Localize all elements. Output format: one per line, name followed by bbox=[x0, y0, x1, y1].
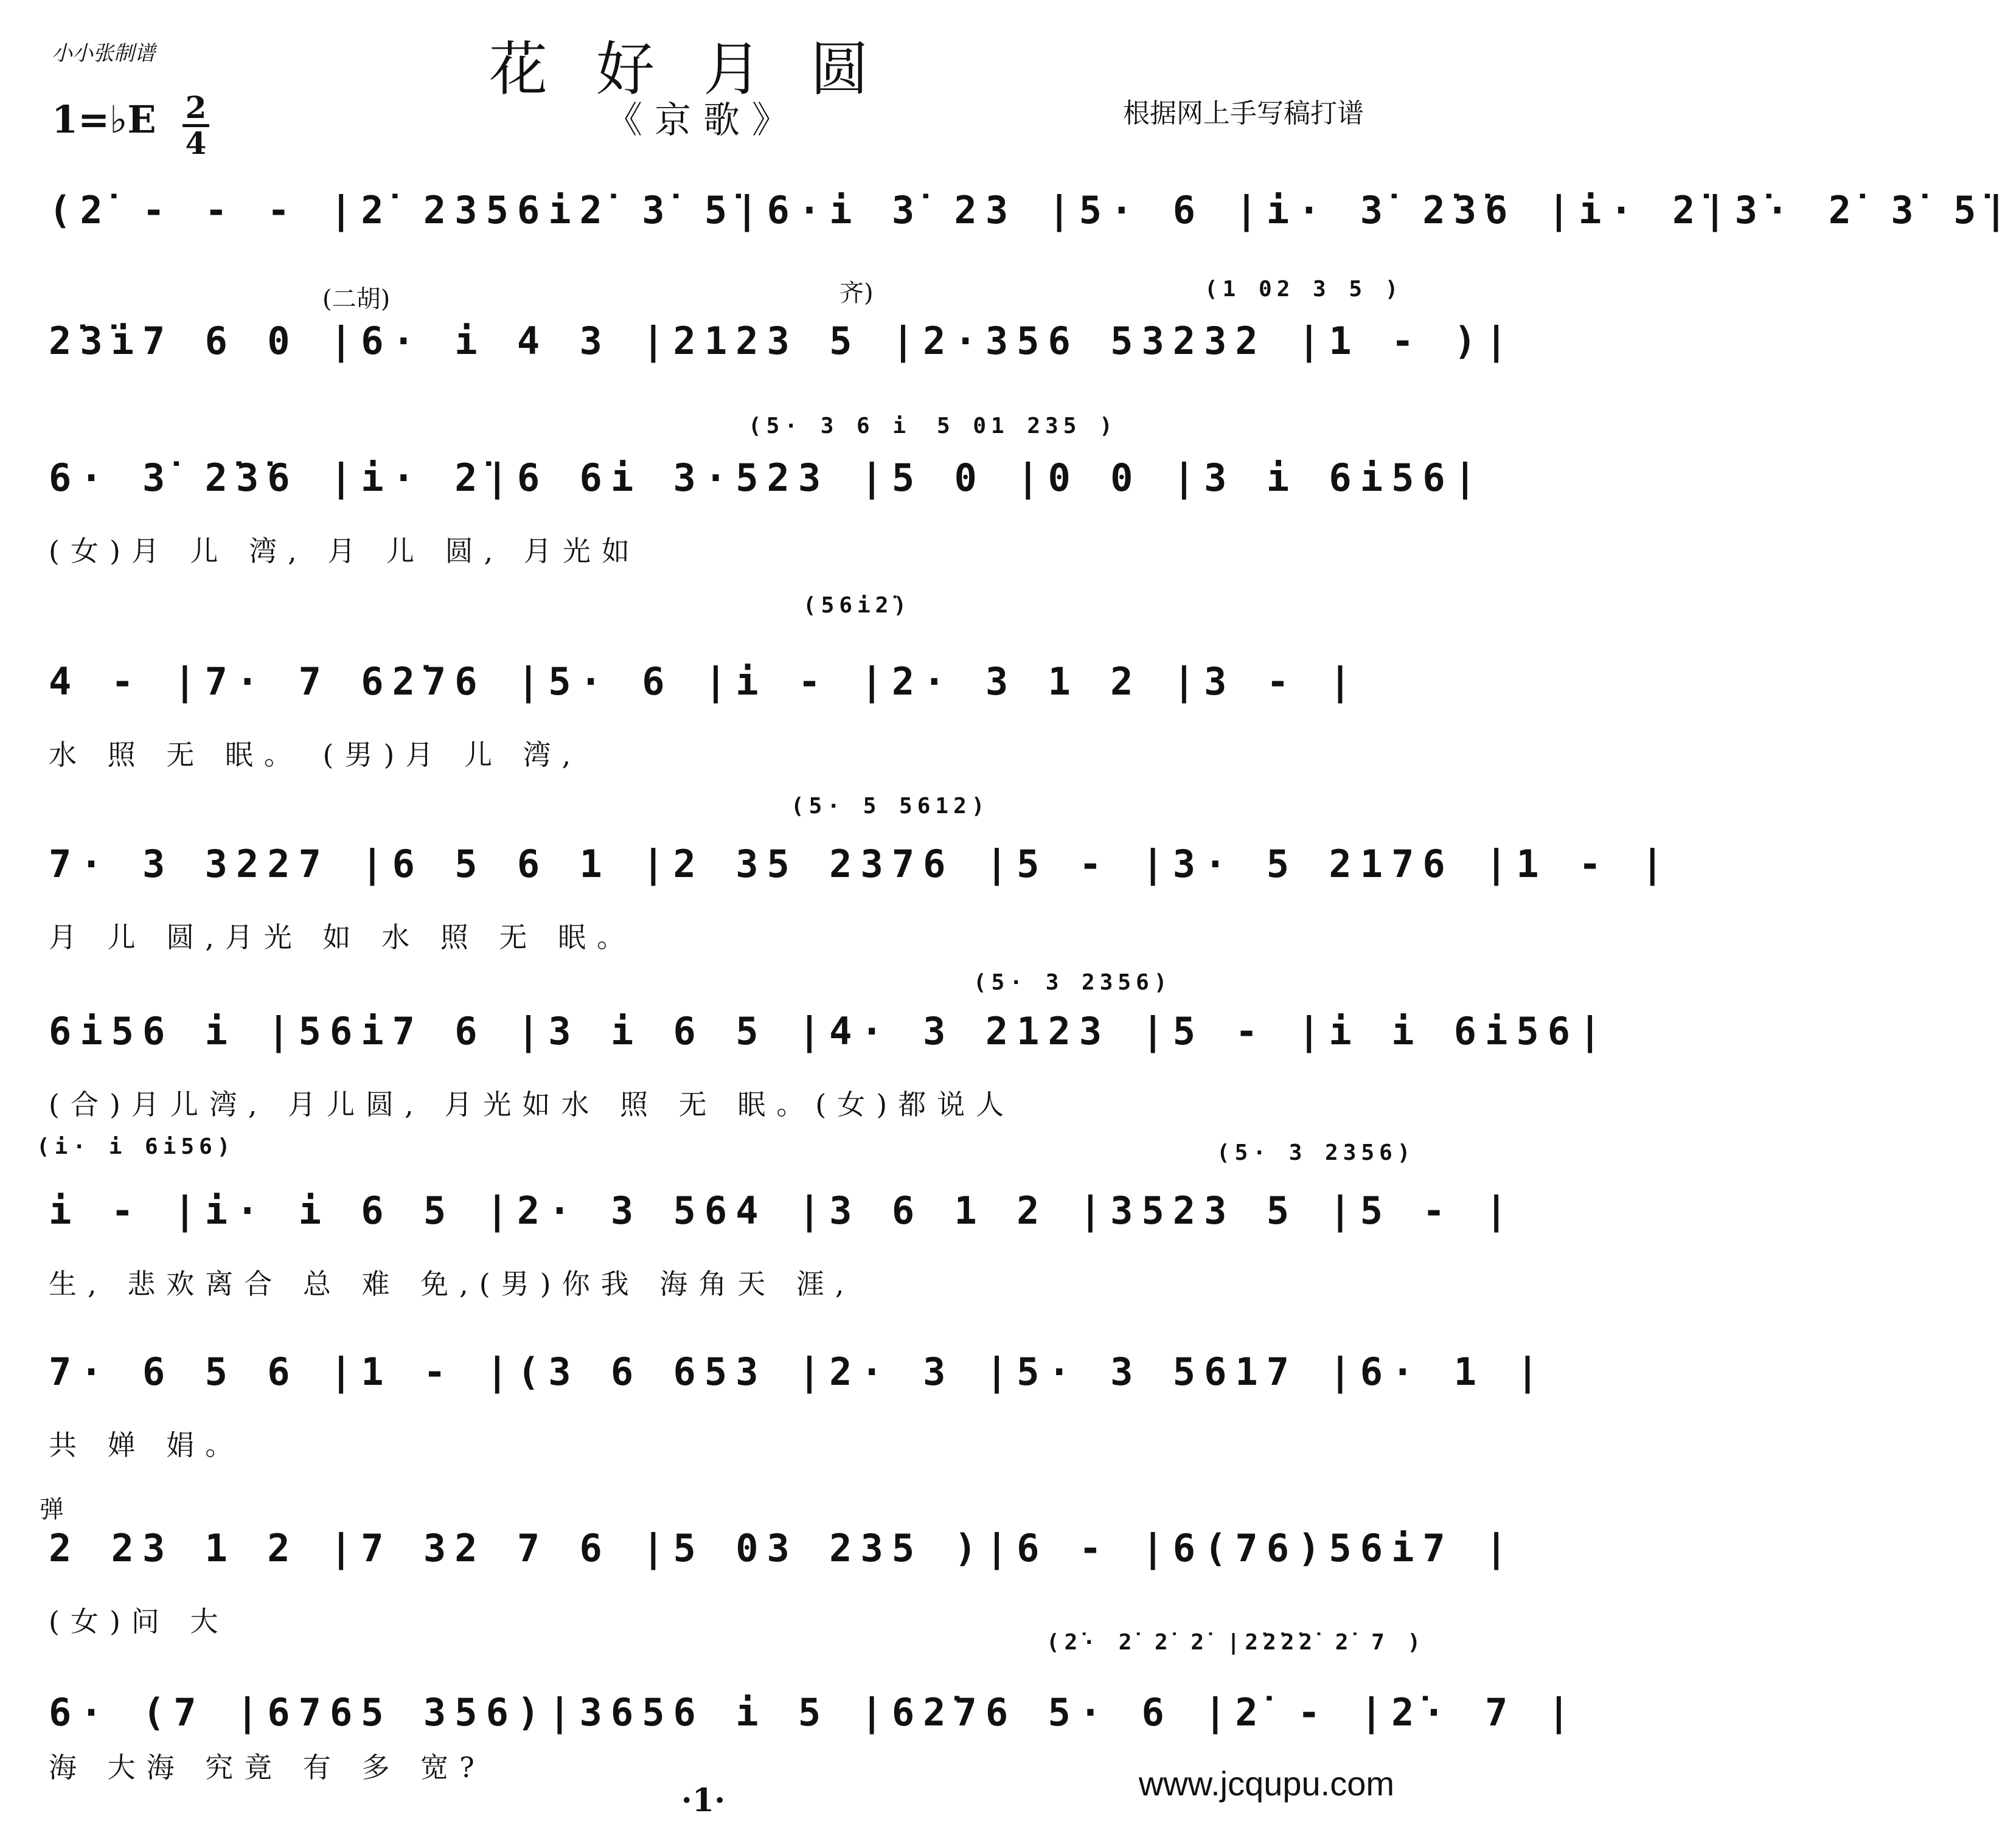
score-system-6 bbox=[49, 970, 1610, 1121]
site-watermark: www.jcqupu.com bbox=[1138, 1764, 1394, 1803]
lyrics-line: (合)月儿湾, 月儿圆, 月光如水 照 无 眠。(女)都说人 bbox=[49, 1088, 1015, 1121]
time-signature bbox=[182, 91, 209, 160]
lyrics-line: 生, 悲欢离合 总 难 免,(男)你我 海角天 涯, bbox=[49, 1267, 855, 1300]
instrument-marker: (二胡) bbox=[322, 285, 391, 313]
interlude-annotation: (2̇· 2̇ 2̇ 2̇ |2̇2̇2̇2̇ 2̇ 7 ) bbox=[1046, 1630, 1426, 1655]
lyrics-line: 月 儿 圆,月光 如 水 照 无 眠。 bbox=[49, 921, 636, 954]
song-subtitle: 《京歌》 bbox=[606, 99, 801, 142]
lyrics-line: 海 大海 究竟 有 多 宽? bbox=[49, 1751, 485, 1784]
lyrics-line: (女)月 儿 湾, 月 儿 圆, 月光如 bbox=[49, 535, 641, 567]
page-number: ·1· bbox=[681, 1782, 726, 1819]
interlude-annotation: (i· i 6i56) bbox=[36, 1134, 235, 1159]
notation-line: i - |i· i 6 5 |2· 3 564 |3 6 1 2 |3523 5 |5 - | bbox=[49, 1188, 1517, 1233]
interlude-annotation: (56i2̇) bbox=[803, 593, 912, 618]
notation-line: 7· 6 5 6 |1 - |(3 6 653 |2· 3 |5· 3 5617 |6· 1 | bbox=[49, 1349, 1548, 1394]
lyrics-line: 水 照 无 眠。 (男)月 儿 湾, bbox=[49, 738, 582, 771]
score-system-7 bbox=[36, 1134, 1517, 1300]
lyrics-line: (女)问 大 bbox=[49, 1605, 229, 1638]
score-system-9 bbox=[40, 1496, 1517, 1638]
maker-credit: 小小张制谱 bbox=[52, 41, 155, 66]
interlude-annotation: (5· 3 2356) bbox=[973, 970, 1172, 995]
time-signature-bottom: 4 bbox=[185, 125, 207, 161]
time-signature-top: 2 bbox=[185, 89, 207, 125]
lyrics-line: 共 婵 娟。 bbox=[49, 1429, 245, 1461]
notation-line: 6· 3̇ 2̇3̇6 |i· 2̇|6 6i 3·523 |5 0 |0 0 |3 i 6i56| bbox=[49, 455, 1486, 500]
score-system-2 bbox=[49, 277, 1517, 374]
notation-line: 7· 3 3227 |6 5 6 1 |2 35 2376 |5 - |3· 5 2176 |1 - | bbox=[49, 841, 1673, 886]
interlude-annotation: 5 01 235 ) bbox=[937, 414, 1117, 439]
key-signature: 1=♭E bbox=[52, 97, 156, 142]
source-note: 根据网上手写稿打谱 bbox=[1123, 98, 1364, 129]
notation-line: 2 23 1 2 |7 32 7 6 |5 03 235 )|6 - |6(76)56i7 | bbox=[49, 1525, 1517, 1570]
interlude-annotation: (5· 5 5612) bbox=[791, 794, 990, 819]
interlude-annotation: (5· 3 2356) bbox=[1217, 1140, 1416, 1165]
score-system-3 bbox=[49, 414, 1486, 567]
song-title: 花好月圆 bbox=[489, 35, 917, 103]
score-system-5 bbox=[49, 794, 1673, 954]
section-marker: 齐) bbox=[839, 279, 874, 307]
notation-line: 6i56 i |56i7 6 |3 i 6 5 |4· 3 2123 |5 - |i i 6i56| bbox=[49, 1008, 1610, 1053]
score-system-4 bbox=[49, 593, 1370, 771]
interlude-annotation: (1 02 3 5 ) bbox=[1204, 277, 1403, 302]
score-system-1 bbox=[49, 176, 2016, 243]
notation-line: 6· (7 |6765 356)|3656 i 5 |62̇76 5· 6 |2̇ - |2̇· 7 | bbox=[49, 1690, 1579, 1735]
interlude-annotation: (5· 3 6 i bbox=[748, 414, 911, 439]
notation-line: (2̇ - - - |2̇ 2356i2̇ 3̇ 5̇|6·i 3̇ 23 |5· 6 |i· 3̇ 2̇3̇6 |i· 2̇|3̇· 2̇ 3̇ 5̇| bbox=[49, 187, 2016, 232]
notation-line: 2̇3̇i7 6 0 |6· i 4 3 |2123 5 |2·356 53232 |1 - )| bbox=[49, 318, 1517, 363]
notation-line: 4 - |7· 7 62̇76 |5· 6 |i - |2· 3 1 2 |3 - | bbox=[49, 659, 1360, 704]
technique-marker: 弹 bbox=[40, 1496, 64, 1524]
score-system-8 bbox=[49, 1338, 1548, 1461]
